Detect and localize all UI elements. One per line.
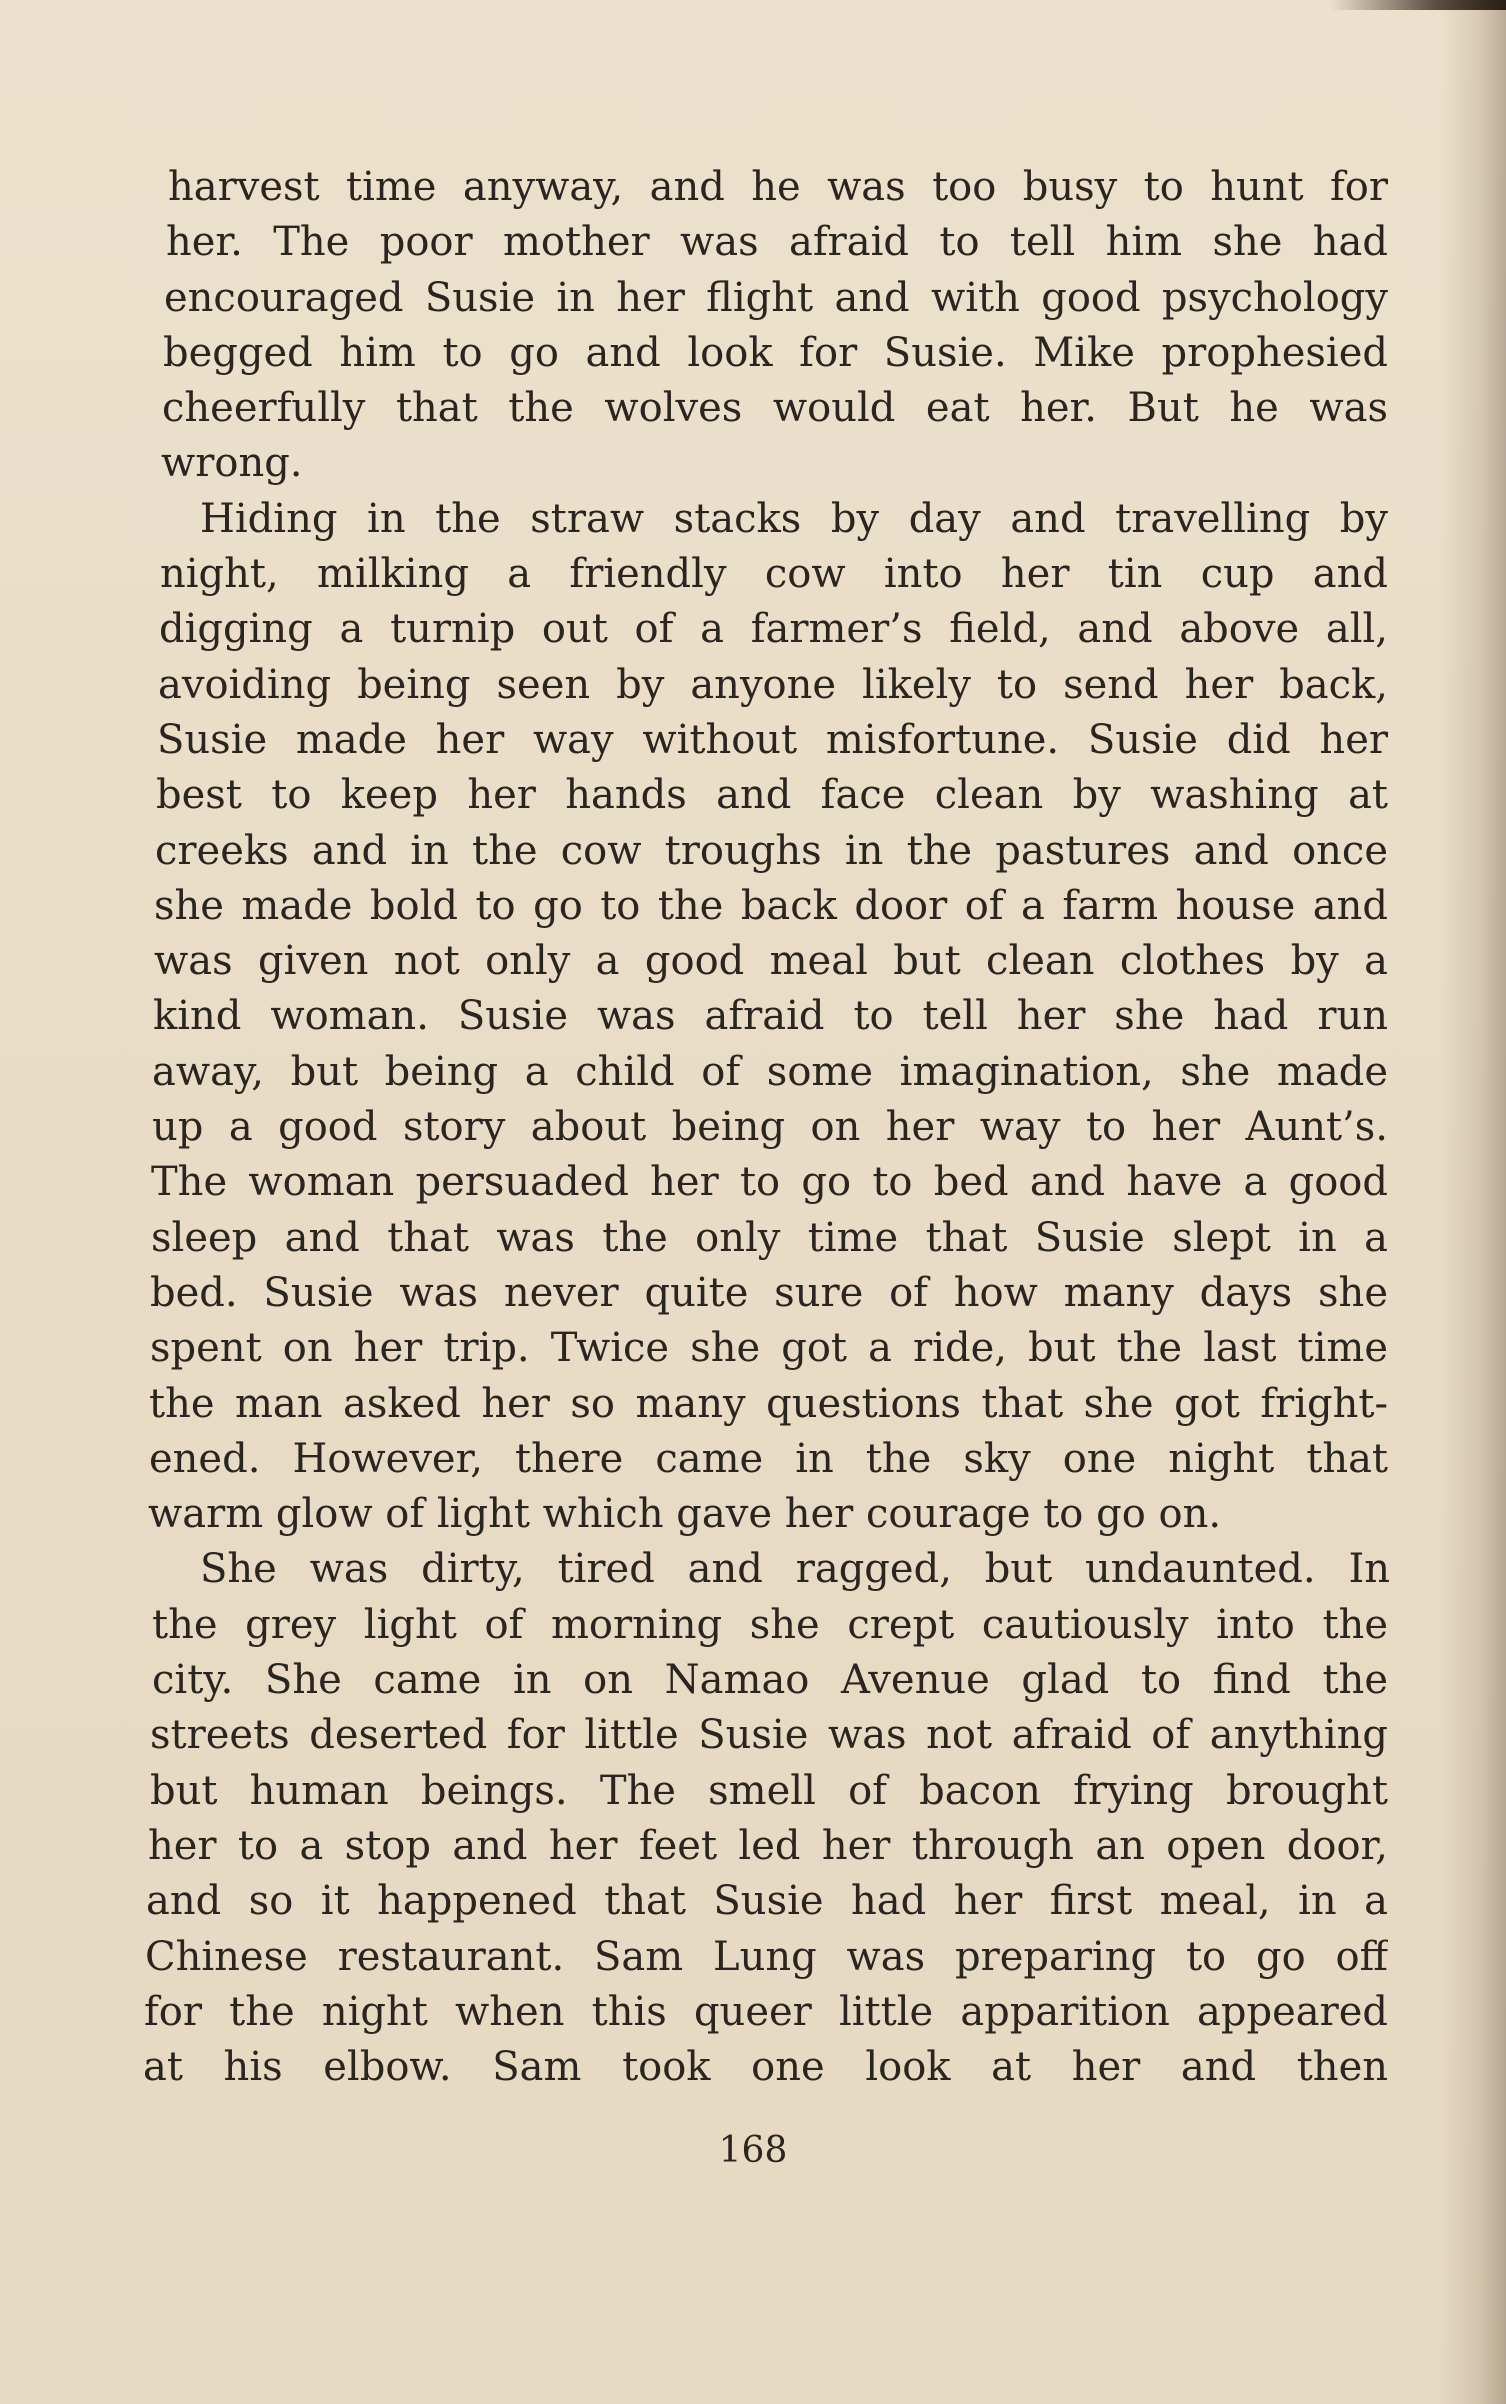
text-line: ened. However, there came in the sky one night that bbox=[149, 1435, 1388, 1482]
text-line: she made bold to go to the back door of a farm house and bbox=[154, 882, 1388, 929]
text-line: her. The poor mother was afraid to tell him she had bbox=[166, 219, 1388, 266]
text-line: spent on her trip. Twice she got a ride, but the last time bbox=[150, 1325, 1388, 1372]
text-line: the man asked her so many questions that she got fright- bbox=[149, 1380, 1388, 1427]
text-line: encouraged Susie in her flight and with good psychology bbox=[164, 274, 1388, 321]
page-number: 168 bbox=[718, 2130, 788, 2171]
text-line: up a good story about being on her way to her Aunt’s. bbox=[152, 1104, 1388, 1151]
text-line: wrong. bbox=[161, 440, 303, 487]
text-line: city. She came in on Namao Avenue glad to find the bbox=[152, 1657, 1388, 1704]
text-line: She was dirty, tired and ragged, but undaunted. In bbox=[200, 1546, 1390, 1593]
text-line: night, milking a friendly cow into her tin cup and bbox=[160, 551, 1388, 598]
text-line: avoiding being seen by anyone likely to send her back, bbox=[158, 661, 1388, 708]
text-line: Hiding in the straw stacks by day and travelling by bbox=[200, 495, 1388, 542]
text-line: was given not only a good meal but clean clothes by a bbox=[154, 938, 1388, 985]
text-line: sleep and that was the only time that Susie slept in a bbox=[151, 1214, 1388, 1261]
text-line: Susie made her way without misfortune. Susie did her bbox=[157, 716, 1388, 763]
text-line: and so it happened that Susie had her first meal, in a bbox=[146, 1878, 1388, 1925]
text-line: Chinese restaurant. Sam Lung was preparing to go off bbox=[145, 1933, 1388, 1980]
text-line: cheerfully that the wolves would eat her. But he was bbox=[162, 385, 1388, 432]
page-edge-shadow bbox=[1330, 0, 1506, 10]
text-line: digging a turnip out of a farmer’s field, and above all, bbox=[159, 606, 1388, 653]
text-line: streets deserted for little Susie was not afraid of anything bbox=[150, 1712, 1388, 1759]
body-text bbox=[143, 160, 1390, 2095]
text-line: harvest time anyway, and he was too busy to hunt for bbox=[168, 164, 1388, 210]
text-line: her to a stop and her feet led her through an open door, bbox=[148, 1822, 1388, 1869]
text-line: the grey light of morning she crept cautiously into the bbox=[152, 1601, 1388, 1648]
text-line: best to keep her hands and face clean by washing at bbox=[156, 772, 1388, 819]
text-line: begged him to go and look for Susie. Mike prophesied bbox=[163, 329, 1388, 376]
text-line: The woman persuaded her to go to bed and have a good bbox=[151, 1159, 1388, 1206]
text-line: away, but being a child of some imagination, she made bbox=[152, 1048, 1388, 1095]
text-line: creeks and in the cow troughs in the pastures and once bbox=[155, 827, 1388, 874]
text-line: but human beings. The smell of bacon frying brought bbox=[150, 1767, 1388, 1814]
text-line: warm glow of light which gave her courage to go on. bbox=[148, 1491, 1222, 1538]
text-line: kind woman. Susie was afraid to tell her she had run bbox=[153, 993, 1388, 1040]
text-line: for the night when this queer little apparition appeared bbox=[144, 1988, 1388, 2035]
text-line: at his elbow. Sam took one look at her and then bbox=[143, 2044, 1388, 2091]
text-line: bed. Susie was never quite sure of how many days she bbox=[150, 1269, 1388, 1316]
